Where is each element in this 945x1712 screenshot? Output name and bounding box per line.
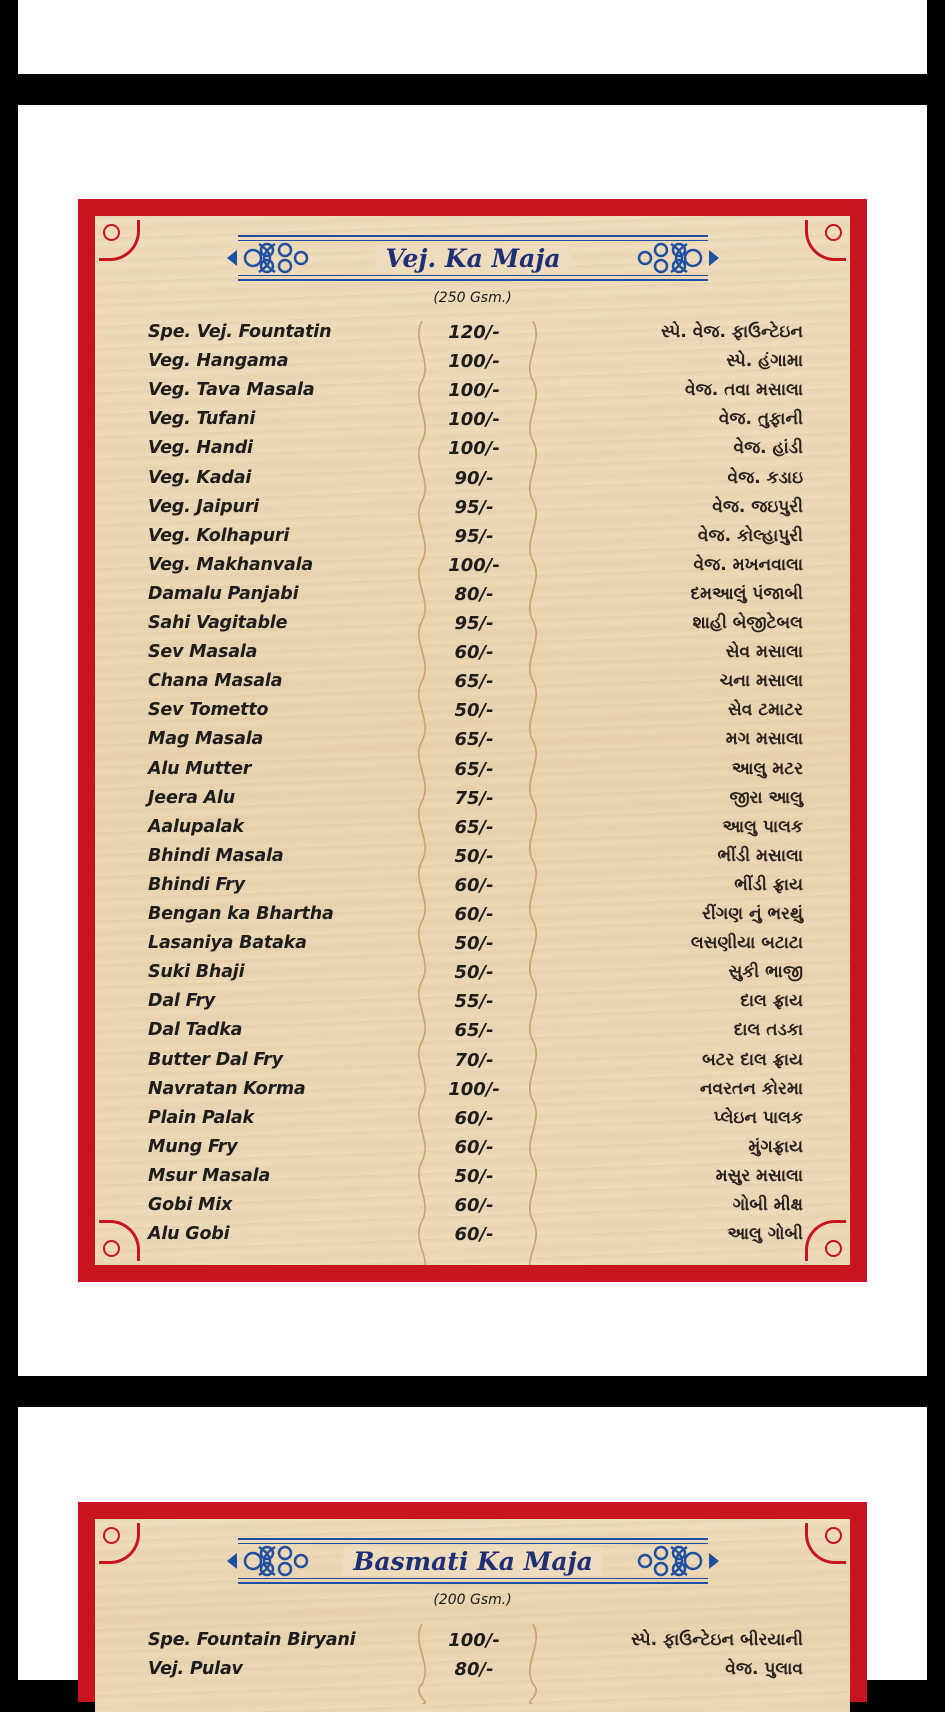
dish-name-gu: બટર દાલ ફ્રાય <box>702 1049 803 1070</box>
menu-item-row <box>95 875 850 904</box>
menu-item-row <box>95 1630 850 1659</box>
menu-item-row <box>95 846 850 875</box>
dish-price: 100/- <box>448 438 500 460</box>
menu-item-row <box>95 409 850 438</box>
dish-name-gu: દાલ તડકા <box>733 1020 803 1041</box>
dish-price: 50/- <box>454 933 494 955</box>
dish-name-gu: રીંગણ નું ભરથું <box>702 904 803 924</box>
menu-item-row <box>95 380 850 409</box>
dish-price: 55/- <box>454 991 494 1013</box>
dish-price: 50/- <box>454 962 494 984</box>
dish-name-gu: ગોબી મીક્ષ <box>732 1195 803 1215</box>
dish-price: 100/- <box>448 1078 500 1100</box>
dish-name-gu: મગ મસાલા <box>725 729 803 750</box>
dish-name-en: Damalu Panjabi <box>148 583 299 604</box>
dish-name-en: Aalupalak <box>148 816 244 837</box>
wood-background <box>95 1519 850 1712</box>
dish-price: 90/- <box>454 467 494 489</box>
menu-item-row <box>95 613 850 642</box>
dish-price: 95/- <box>454 496 494 518</box>
dish-name-en: Alu Mutter <box>148 758 252 779</box>
dish-name-gu: વેજ. જઇપુરી <box>712 496 803 517</box>
dish-price: 80/- <box>454 1659 494 1681</box>
dish-name-gu: દમઆલું પંજાબી <box>690 583 803 604</box>
dish-name-en: Plain Palak <box>148 1107 254 1128</box>
menu-item-row <box>95 991 850 1020</box>
menu-item-row <box>95 1166 850 1195</box>
menu-item-row <box>95 1137 850 1166</box>
dish-name-en: Veg. Kadai <box>148 467 252 488</box>
menu-title: Vej. Ka Maja <box>238 244 708 273</box>
title-frame <box>238 1538 708 1584</box>
menu-item-row <box>95 1224 850 1253</box>
dish-name-gu: વેજ. કડાઇ <box>727 467 803 488</box>
menu-item-row <box>95 1020 850 1049</box>
menu-item-row <box>95 468 850 497</box>
dish-name-gu: સ્પે. વેજ. ફાઉન્ટેઇન <box>660 322 803 342</box>
dish-price: 65/- <box>454 671 494 693</box>
menu-item-row <box>95 729 850 758</box>
menu-card-veg <box>78 199 867 1282</box>
dish-price: 65/- <box>454 816 494 838</box>
dish-name-gu: સ્પે. હંગામા <box>726 351 803 372</box>
menu-item-row <box>95 497 850 526</box>
dish-name-en: Alu Gobi <box>148 1224 230 1245</box>
dish-name-en: Spe. Vej. Fountatin <box>148 322 332 342</box>
dish-name-gu: મસુર મસાલા <box>715 1165 803 1186</box>
dish-price: 100/- <box>448 409 500 431</box>
dish-name-en: Bhindi Masala <box>148 845 284 866</box>
corner-ornament-icon <box>805 1523 846 1564</box>
dish-name-en: Msur Masala <box>148 1165 271 1186</box>
dish-price: 80/- <box>454 583 494 605</box>
dish-name-en: Dal Fry <box>148 991 216 1012</box>
menu-card-basmati <box>78 1502 867 1702</box>
menu-item-row <box>95 700 850 729</box>
dish-name-en: Sev Tometto <box>148 700 269 721</box>
dish-name-en: Suki Bhaji <box>148 962 245 983</box>
dish-price: 70/- <box>454 1049 494 1071</box>
dish-price: 75/- <box>454 787 494 809</box>
menu-item-row <box>95 584 850 613</box>
dish-price: 120/- <box>448 322 500 343</box>
dish-name-en: Jeera Alu <box>148 787 235 808</box>
menu-item-row <box>95 788 850 817</box>
dish-price: 60/- <box>454 1195 494 1216</box>
dish-name-en: Veg. Hangama <box>148 351 289 372</box>
dish-name-gu: મુંગફ્રાય <box>748 1136 803 1157</box>
dish-name-en: Gobi Mix <box>148 1195 233 1215</box>
dish-name-en: Veg. Tava Masala <box>148 380 315 401</box>
dish-name-gu: સુકી ભાજી <box>728 962 803 983</box>
dish-name-gu: વેજ. તુફાની <box>718 409 803 430</box>
dish-name-en: Sev Masala <box>148 642 258 663</box>
dish-name-en: Veg. Kolhapuri <box>148 525 290 546</box>
dish-name-en: Lasaniya Bataka <box>148 933 307 954</box>
dish-name-en: Vej. Pulav <box>148 1659 243 1680</box>
menu-item-row <box>95 1108 850 1137</box>
dish-name-gu: ભીંડી ફ્રાય <box>734 874 803 895</box>
menu-item-row <box>95 933 850 962</box>
menu-title: Basmati Ka Maja <box>238 1547 708 1576</box>
dish-name-gu: શાહી બેજીટેબલ <box>692 613 803 633</box>
dish-price: 50/- <box>454 1165 494 1187</box>
menu-item-row <box>95 904 850 933</box>
menu-item-row <box>95 671 850 700</box>
dish-price: 60/- <box>454 1224 494 1246</box>
dish-name-gu: સ્પે. ફાઉન્ટેઇન બીરયાની <box>631 1630 803 1650</box>
dish-price: 65/- <box>454 1020 494 1042</box>
dish-price: 100/- <box>448 351 500 373</box>
dish-price: 60/- <box>454 904 494 925</box>
corner-ornament-icon <box>99 1523 140 1564</box>
dish-name-gu: વેજ. હાંડી <box>733 438 803 459</box>
dish-name-en: Dal Tadka <box>148 1020 243 1041</box>
dish-name-gu: આલુ પાલક <box>722 816 803 837</box>
menu-item-row <box>95 962 850 991</box>
menu-item-row <box>95 1659 850 1688</box>
dish-name-gu: જીરા આલુ <box>729 787 803 808</box>
dish-name-en: Spe. Fountain Biryani <box>148 1630 356 1650</box>
dish-name-en: Veg. Tufani <box>148 409 256 430</box>
menu-subtitle: (250 Gsm.) <box>433 290 512 306</box>
menu-item-row <box>95 1050 850 1079</box>
dish-name-gu: આલુ મટર <box>731 758 803 779</box>
corner-ornament-icon <box>805 220 846 261</box>
menu-item-row <box>95 642 850 671</box>
dish-name-gu: લસણીયા બટાટા <box>690 933 803 954</box>
dish-name-gu: પ્લેઇન પાલક <box>713 1107 803 1128</box>
dish-price: 65/- <box>454 758 494 780</box>
dish-name-en: Chana Masala <box>148 671 283 692</box>
menu-item-row <box>95 438 850 467</box>
dish-name-gu: વેજ. કોલ્હાપુરી <box>697 525 803 546</box>
wood-background <box>95 216 850 1265</box>
dish-name-gu: ચના મસાલા <box>719 671 803 692</box>
dish-price: 50/- <box>454 845 494 867</box>
corner-ornament-icon <box>99 220 140 261</box>
dish-price: 100/- <box>448 380 500 402</box>
dish-price: 100/- <box>448 1630 500 1651</box>
dish-price: 60/- <box>454 642 494 664</box>
dish-name-gu: ભીંડી મસાલા <box>717 845 803 866</box>
dish-name-gu: આલુ ગોબી <box>727 1224 803 1245</box>
dish-price: 60/- <box>454 874 494 896</box>
dish-name-gu: વેજ. મખનવાલા <box>693 554 803 575</box>
dish-name-gu: વેજ. પુલાવ <box>725 1659 803 1680</box>
dish-name-en: Sahi Vagitable <box>148 613 288 633</box>
dish-price: 95/- <box>454 525 494 547</box>
dish-name-gu: નવરતન કોરમા <box>699 1078 803 1099</box>
menu-item-row <box>95 322 850 351</box>
menu-item-row <box>95 1195 850 1224</box>
menu-item-row <box>95 351 850 380</box>
page-strip-top <box>18 0 927 74</box>
title-frame <box>238 235 708 281</box>
dish-name-gu: વેજ. તવા મસાલા <box>685 380 803 401</box>
dish-price: 50/- <box>454 700 494 722</box>
menu-item-row <box>95 1079 850 1108</box>
dish-name-en: Bengan ka Bhartha <box>148 904 334 924</box>
menu-item-row <box>95 759 850 788</box>
menu-item-row <box>95 555 850 584</box>
dish-price: 60/- <box>454 1136 494 1158</box>
dish-name-en: Navratan Korma <box>148 1078 306 1099</box>
dish-price: 100/- <box>448 554 500 576</box>
menu-item-row <box>95 526 850 555</box>
dish-price: 65/- <box>454 729 494 751</box>
dish-name-gu: દાલ ફ્રાય <box>740 991 803 1012</box>
dish-name-en: Veg. Handi <box>148 438 253 459</box>
menu-item-row <box>95 817 850 846</box>
dish-name-en: Veg. Makhanvala <box>148 554 314 575</box>
dish-name-en: Bhindi Fry <box>148 874 245 895</box>
dish-price: 95/- <box>454 613 494 634</box>
dish-name-en: Veg. Jaipuri <box>148 496 259 517</box>
dish-price: 60/- <box>454 1107 494 1129</box>
dish-name-gu: સેવ મસાલા <box>725 642 803 663</box>
dish-name-en: Mung Fry <box>148 1136 238 1157</box>
menu-subtitle: (200 Gsm.) <box>433 1592 512 1608</box>
dish-name-en: Butter Dal Fry <box>148 1049 283 1070</box>
dish-name-gu: સેવ ટમાટર <box>727 700 803 721</box>
dish-name-en: Mag Masala <box>148 729 264 750</box>
